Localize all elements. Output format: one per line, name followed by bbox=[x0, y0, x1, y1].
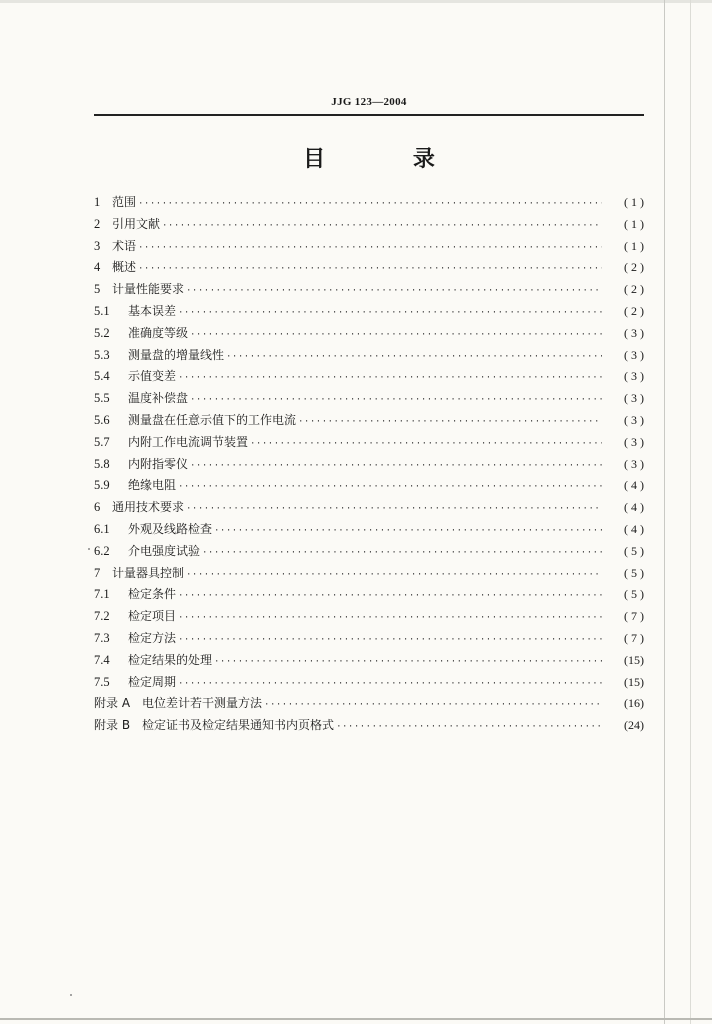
toc-entry-label: 测量盘在任意示值下的工作电流 bbox=[128, 412, 297, 427]
toc-entry-number: 6 bbox=[94, 500, 101, 515]
toc-leader-dots bbox=[138, 238, 602, 260]
toc-entry bbox=[94, 454, 644, 476]
toc-leader-dots bbox=[178, 630, 602, 652]
toc-entry bbox=[94, 432, 644, 454]
toc-entry-number: 7.1 bbox=[94, 587, 110, 602]
toc-entry bbox=[94, 628, 644, 650]
toc-entry-number: 7.4 bbox=[94, 652, 110, 667]
toc-leader-dots bbox=[178, 477, 602, 499]
toc-entry-label: 基本误差 bbox=[128, 303, 177, 318]
toc-entry-label: 内附指零仪 bbox=[128, 456, 189, 471]
toc-entry-number: 5.5 bbox=[94, 391, 110, 406]
scan-speck bbox=[88, 548, 90, 550]
toc-leader-dots bbox=[178, 674, 602, 696]
toc-entry-label: 引用文献 bbox=[112, 216, 161, 231]
toc-leader-dots bbox=[336, 717, 602, 739]
toc-entry-label: 内附工作电流调节装置 bbox=[128, 434, 249, 449]
toc-leader-dots bbox=[190, 456, 602, 478]
toc-entry-page: (16) bbox=[624, 696, 644, 711]
toc-entry-label: 附录 B 检定证书及检定结果通知书内页格式 bbox=[94, 718, 335, 733]
toc-entry-label: 概述 bbox=[112, 260, 137, 275]
toc-entry-number: 4 bbox=[94, 260, 101, 275]
toc-entry bbox=[94, 301, 644, 323]
toc-entry-label: 附录 A 电位差计若干测量方法 bbox=[94, 696, 263, 711]
toc-entry-number: 2 bbox=[94, 216, 101, 231]
toc-entry-page: ( 5 ) bbox=[624, 543, 644, 558]
toc-entry-number: 5.7 bbox=[94, 434, 110, 449]
toc-entry-label: 检定方法 bbox=[128, 630, 177, 645]
toc-entry-number: 7.5 bbox=[94, 674, 110, 689]
standard-code-header: JJG 123—2004 bbox=[331, 96, 407, 108]
toc-leader-dots bbox=[202, 543, 602, 565]
toc-entry bbox=[94, 323, 644, 345]
toc-entry bbox=[94, 672, 644, 694]
toc-entry bbox=[94, 475, 644, 497]
scan-edge-top bbox=[0, 0, 712, 3]
toc-entry-page: ( 2 ) bbox=[624, 260, 644, 275]
toc-entry-number: 5.6 bbox=[94, 412, 110, 427]
toc-entry-page: (15) bbox=[624, 674, 644, 689]
toc-entry-number: 5 bbox=[94, 282, 101, 297]
toc-leader-dots bbox=[214, 652, 602, 674]
toc-entry-page: (24) bbox=[624, 718, 644, 733]
toc-entry-page: ( 4 ) bbox=[624, 500, 644, 515]
toc-leader-dots bbox=[178, 368, 602, 390]
toc-entry-page: ( 3 ) bbox=[624, 434, 644, 449]
toc-leader-dots bbox=[214, 521, 602, 543]
toc-entry-page: ( 3 ) bbox=[624, 347, 644, 362]
toc-leader-dots bbox=[162, 216, 602, 238]
toc-entry bbox=[94, 563, 644, 585]
toc-entry-number: 7.2 bbox=[94, 609, 110, 624]
toc-leader-dots bbox=[186, 281, 602, 303]
toc-leader-dots bbox=[226, 347, 602, 369]
toc-entry-number: 6.2 bbox=[94, 543, 110, 558]
header-rule bbox=[94, 114, 644, 116]
scan-edge-bottom bbox=[0, 1018, 712, 1020]
toc-entry-page: ( 3 ) bbox=[624, 369, 644, 384]
toc-entry bbox=[94, 214, 644, 236]
toc-leader-dots bbox=[186, 499, 602, 521]
toc-entry-page: ( 3 ) bbox=[624, 325, 644, 340]
toc-entry-page: ( 3 ) bbox=[624, 412, 644, 427]
toc-entry-label: 计量性能要求 bbox=[112, 282, 185, 297]
toc-entry bbox=[94, 192, 644, 214]
toc-entry bbox=[94, 715, 644, 737]
toc-entry bbox=[94, 584, 644, 606]
toc-entry-page: ( 2 ) bbox=[624, 282, 644, 297]
toc-entry-label: 检定条件 bbox=[128, 587, 177, 602]
toc-entry-label: 绝缘电阻 bbox=[128, 478, 177, 493]
toc-entry bbox=[94, 410, 644, 432]
toc-entry-label: 测量盘的增量线性 bbox=[128, 347, 225, 362]
toc-leader-dots bbox=[178, 586, 602, 608]
toc-entry-label: 示值变差 bbox=[128, 369, 177, 384]
toc-entry-page: ( 4 ) bbox=[624, 478, 644, 493]
toc-entry-label: 检定项目 bbox=[128, 609, 177, 624]
toc-entry-label: 术语 bbox=[112, 238, 137, 253]
toc-entry bbox=[94, 497, 644, 519]
scan-speck bbox=[70, 994, 72, 996]
toc-entry bbox=[94, 279, 644, 301]
toc-entry-page: ( 5 ) bbox=[624, 587, 644, 602]
toc-entry-label: 外观及线路检查 bbox=[128, 521, 213, 536]
toc-entry-number: 5.3 bbox=[94, 347, 110, 362]
toc-entry bbox=[94, 388, 644, 410]
toc-leader-dots bbox=[138, 194, 602, 216]
toc-entry-label: 计量器具控制 bbox=[112, 565, 185, 580]
toc-entry-page: ( 7 ) bbox=[624, 609, 644, 624]
toc-entry bbox=[94, 541, 644, 563]
toc-entry-page: ( 1 ) bbox=[624, 216, 644, 231]
toc-entry-page: ( 5 ) bbox=[624, 565, 644, 580]
toc-entry-label: 通用技术要求 bbox=[112, 500, 185, 515]
toc-entry-number: 6.1 bbox=[94, 521, 110, 536]
toc-entry-label: 介电强度试验 bbox=[128, 543, 201, 558]
toc-entry-number: 5.9 bbox=[94, 478, 110, 493]
toc-leader-dots bbox=[178, 608, 602, 630]
toc-entry-page: ( 3 ) bbox=[624, 391, 644, 406]
toc-entry-page: ( 7 ) bbox=[624, 630, 644, 645]
toc-entry-page: ( 1 ) bbox=[624, 238, 644, 253]
scan-edge-right bbox=[664, 0, 665, 1024]
toc-entry-page: ( 1 ) bbox=[624, 195, 644, 209]
toc-leader-dots bbox=[190, 390, 602, 412]
toc-title: 目 录 bbox=[303, 147, 475, 172]
scan-edge-right-outer bbox=[690, 0, 691, 1024]
toc-entry-number: 5.8 bbox=[94, 456, 110, 471]
table-of-contents bbox=[94, 192, 644, 737]
toc-entry bbox=[94, 606, 644, 628]
toc-entry-number: 1 bbox=[94, 195, 101, 209]
toc-leader-dots bbox=[186, 565, 602, 587]
toc-entry bbox=[94, 236, 644, 258]
toc-entry-number: 5.2 bbox=[94, 325, 110, 340]
toc-leader-dots bbox=[178, 303, 602, 325]
toc-entry-page: (15) bbox=[624, 652, 644, 667]
toc-entry-page: ( 4 ) bbox=[624, 521, 644, 536]
toc-leader-dots bbox=[264, 695, 602, 717]
toc-entry-label: 温度补偿盘 bbox=[128, 391, 189, 406]
toc-leader-dots bbox=[298, 412, 602, 434]
toc-entry bbox=[94, 519, 644, 541]
toc-entry-label: 检定结果的处理 bbox=[128, 652, 213, 667]
toc-leader-dots bbox=[250, 434, 602, 456]
toc-leader-dots bbox=[138, 259, 602, 281]
toc-entry-page: ( 3 ) bbox=[624, 456, 644, 471]
toc-leader-dots bbox=[190, 325, 602, 347]
toc-entry bbox=[94, 366, 644, 388]
toc-entry-label: 检定周期 bbox=[128, 674, 177, 689]
toc-entry-number: 3 bbox=[94, 238, 101, 253]
toc-entry-number: 5.4 bbox=[94, 369, 110, 384]
toc-entry bbox=[94, 693, 644, 715]
toc-entry-number: 7 bbox=[94, 565, 101, 580]
toc-entry bbox=[94, 257, 644, 279]
toc-entry-number: 5.1 bbox=[94, 303, 110, 318]
toc-entry bbox=[94, 345, 644, 367]
toc-entry-number: 7.3 bbox=[94, 630, 110, 645]
toc-entry bbox=[94, 650, 644, 672]
toc-entry-label: 准确度等级 bbox=[128, 325, 189, 340]
toc-entry-label: 范围 bbox=[112, 195, 137, 209]
toc-entry-page: ( 2 ) bbox=[624, 303, 644, 318]
